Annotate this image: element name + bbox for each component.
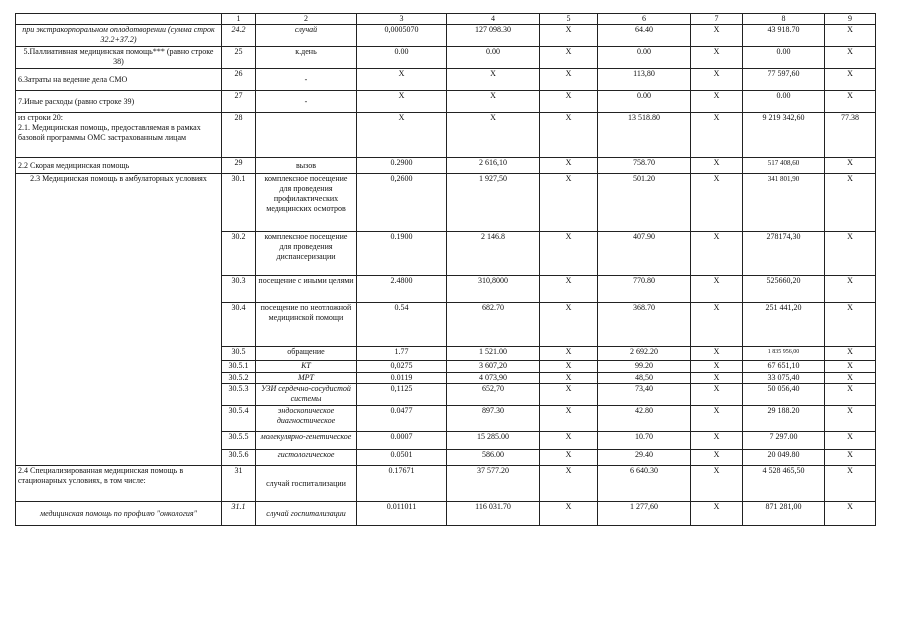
value-cell: Х <box>825 450 876 466</box>
value-cell: 37 577.20 <box>447 466 540 502</box>
row-code: 29 <box>222 158 256 174</box>
unit: случай госпитализации <box>256 466 357 502</box>
value-cell: 10.70 <box>598 432 691 450</box>
value-cell: 2 692.20 <box>598 347 691 361</box>
value-cell: Х <box>825 91 876 113</box>
row-code: 30.5.3 <box>222 384 256 406</box>
table-row <box>16 69 876 91</box>
value-cell: Х <box>691 466 743 502</box>
row-label: из строки 20: 2.1. Медицинская помощь, предоставляемая в рамках базовой программы ОМС застрахованным лицам <box>16 113 222 158</box>
value-cell: 116 031.70 <box>447 502 540 526</box>
value-cell: Х <box>691 361 743 373</box>
header-cell: 4 <box>447 14 540 25</box>
value-cell: 2.4800 <box>357 276 447 303</box>
row-code: 30.5 <box>222 347 256 361</box>
value-cell: 368.70 <box>598 303 691 347</box>
value-cell: Х <box>691 347 743 361</box>
value-cell: 0,0005070 <box>357 25 447 47</box>
unit: эндоскопическое диагностическое <box>256 406 357 432</box>
value-cell: Х <box>540 174 598 232</box>
value-cell: Х <box>691 450 743 466</box>
value-cell: 77 597,60 <box>743 69 825 91</box>
value-cell: 29 188.20 <box>743 406 825 432</box>
value-cell: 6 640.30 <box>598 466 691 502</box>
value-cell: Х <box>540 276 598 303</box>
value-cell: Х <box>691 432 743 450</box>
row-code: 30.5.1 <box>222 361 256 373</box>
value-cell: Х <box>825 174 876 232</box>
value-cell: Х <box>691 406 743 432</box>
value-cell: 29.40 <box>598 450 691 466</box>
unit: - <box>256 91 357 113</box>
value-cell: Х <box>447 91 540 113</box>
value-cell: Х <box>825 303 876 347</box>
value-cell: 0.17671 <box>357 466 447 502</box>
header-row <box>16 14 876 25</box>
value-cell: 1 927,50 <box>447 174 540 232</box>
value-cell: 0.00 <box>598 91 691 113</box>
value-cell: Х <box>691 69 743 91</box>
value-cell: 407.90 <box>598 232 691 276</box>
unit: комплексное посещение для проведения профилактических медицинских осмотров <box>256 174 357 232</box>
value-cell: Х <box>540 432 598 450</box>
value-cell: Х <box>540 47 598 69</box>
value-cell: 4 073,90 <box>447 373 540 384</box>
unit: УЗИ сердечно-сосудистой системы <box>256 384 357 406</box>
row-label: 5.Паллиативная медицинская помощь*** (равно строке 38) <box>16 47 222 69</box>
value-cell: Х <box>357 91 447 113</box>
value-cell: Х <box>825 432 876 450</box>
unit: к.день <box>256 47 357 69</box>
value-cell: Х <box>691 113 743 158</box>
value-cell: Х <box>825 373 876 384</box>
value-cell: 341 801,90 <box>743 174 825 232</box>
unit: случай <box>256 25 357 47</box>
unit <box>256 113 357 158</box>
budget-table <box>15 13 876 526</box>
table-row <box>16 113 876 158</box>
value-cell: Х <box>540 347 598 361</box>
row-code: 27 <box>222 91 256 113</box>
value-cell: Х <box>540 232 598 276</box>
value-cell: 42.80 <box>598 406 691 432</box>
value-cell: Х <box>825 25 876 47</box>
table-row <box>16 502 876 526</box>
row-code: 30.5.4 <box>222 406 256 432</box>
row-label: 2.4 Специализированная медицинская помощь в стационарных условиях, в том числе: <box>16 466 222 502</box>
value-cell: 1.77 <box>357 347 447 361</box>
table-row <box>16 91 876 113</box>
value-cell: Х <box>825 347 876 361</box>
value-cell: Х <box>357 113 447 158</box>
value-cell: Х <box>691 384 743 406</box>
header-cell: 3 <box>357 14 447 25</box>
value-cell: Х <box>691 303 743 347</box>
row-label: 6.Затраты на ведение дела СМО <box>16 69 222 91</box>
value-cell: 525660,20 <box>743 276 825 303</box>
value-cell: Х <box>691 174 743 232</box>
value-cell: 0,1125 <box>357 384 447 406</box>
unit: КТ <box>256 361 357 373</box>
value-cell: 33 075,40 <box>743 373 825 384</box>
row-code: 31.1 <box>222 502 256 526</box>
value-cell: Х <box>825 466 876 502</box>
header-cell: 6 <box>598 14 691 25</box>
row-label: 2.3 Медицинская помощь в амбулаторных условиях <box>16 174 222 466</box>
header-cell: 5 <box>540 14 598 25</box>
value-cell: 0.00 <box>447 47 540 69</box>
value-cell: Х <box>825 406 876 432</box>
row-code: 26 <box>222 69 256 91</box>
value-cell: 0.0477 <box>357 406 447 432</box>
value-cell: 871 281,00 <box>743 502 825 526</box>
value-cell: Х <box>357 69 447 91</box>
unit: комплексное посещение для проведения диспансеризации <box>256 232 357 276</box>
value-cell: Х <box>691 373 743 384</box>
value-cell: Х <box>691 232 743 276</box>
table-row <box>16 47 876 69</box>
value-cell: Х <box>540 361 598 373</box>
value-cell: Х <box>540 158 598 174</box>
value-cell: Х <box>691 91 743 113</box>
unit: посещение с иными целями <box>256 276 357 303</box>
value-cell: Х <box>691 502 743 526</box>
value-cell: 113,80 <box>598 69 691 91</box>
value-cell: 67 651,10 <box>743 361 825 373</box>
value-cell: Х <box>540 91 598 113</box>
row-label: при экстракорпоральном оплодотворении (сумма строк 32.2+37.2) <box>16 25 222 47</box>
value-cell: 517 408,60 <box>743 158 825 174</box>
unit: вызов <box>256 158 357 174</box>
row-code: 31 <box>222 466 256 502</box>
value-cell: Х <box>691 25 743 47</box>
value-cell: 586.00 <box>447 450 540 466</box>
unit: гистологическое <box>256 450 357 466</box>
row-label: медицинская помощь по профилю "онкология" <box>16 502 222 526</box>
value-cell: Х <box>447 69 540 91</box>
row-code: 30.3 <box>222 276 256 303</box>
unit: посещение по неотложной медицинской помощи <box>256 303 357 347</box>
value-cell: 2 616,10 <box>447 158 540 174</box>
value-cell: 0.00 <box>598 47 691 69</box>
value-cell: Х <box>540 25 598 47</box>
value-cell: Х <box>540 466 598 502</box>
unit: МРТ <box>256 373 357 384</box>
value-cell: Х <box>825 69 876 91</box>
table-row <box>16 158 876 174</box>
value-cell: 0,0275 <box>357 361 447 373</box>
table-row <box>16 174 876 232</box>
value-cell: 0,2600 <box>357 174 447 232</box>
value-cell: Х <box>540 69 598 91</box>
value-cell: Х <box>825 158 876 174</box>
value-cell: 0.54 <box>357 303 447 347</box>
unit: молекулярно-генетическое <box>256 432 357 450</box>
row-code: 30.2 <box>222 232 256 276</box>
value-cell: Х <box>825 384 876 406</box>
value-cell: Х <box>825 47 876 69</box>
value-cell: Х <box>540 384 598 406</box>
value-cell: Х <box>540 502 598 526</box>
value-cell: 0.011011 <box>357 502 447 526</box>
value-cell: 9 219 342,60 <box>743 113 825 158</box>
value-cell: 310,8000 <box>447 276 540 303</box>
value-cell: Х <box>825 361 876 373</box>
value-cell: 501.20 <box>598 174 691 232</box>
value-cell: 0.0119 <box>357 373 447 384</box>
row-code: 24.2 <box>222 25 256 47</box>
value-cell: 770.80 <box>598 276 691 303</box>
value-cell: Х <box>540 406 598 432</box>
row-code: 30.5.6 <box>222 450 256 466</box>
row-label: 2.2 Скорая медицинская помощь <box>16 158 222 174</box>
value-cell: Х <box>540 373 598 384</box>
value-cell: 0.00 <box>743 91 825 113</box>
value-cell: 15 285.00 <box>447 432 540 450</box>
unit: случай госпитализации <box>256 502 357 526</box>
value-cell: 682.70 <box>447 303 540 347</box>
value-cell: 652,70 <box>447 384 540 406</box>
value-cell: 73,40 <box>598 384 691 406</box>
value-cell: 897.30 <box>447 406 540 432</box>
value-cell: 77.38 <box>825 113 876 158</box>
value-cell: 1 835 956,00 <box>743 347 825 361</box>
value-cell: 43 918.70 <box>743 25 825 47</box>
row-code: 30.5.5 <box>222 432 256 450</box>
value-cell: 1 521.00 <box>447 347 540 361</box>
value-cell: Х <box>691 47 743 69</box>
value-cell: 0.0501 <box>357 450 447 466</box>
value-cell: Х <box>691 158 743 174</box>
value-cell: 0.00 <box>743 47 825 69</box>
value-cell: 1 277,60 <box>598 502 691 526</box>
header-cell: 9 <box>825 14 876 25</box>
value-cell: 758.70 <box>598 158 691 174</box>
row-code: 30.4 <box>222 303 256 347</box>
value-cell: 64.40 <box>598 25 691 47</box>
value-cell: 4 528 465,50 <box>743 466 825 502</box>
value-cell: Х <box>691 276 743 303</box>
value-cell: 251 441,20 <box>743 303 825 347</box>
value-cell: Х <box>447 113 540 158</box>
value-cell: Х <box>825 502 876 526</box>
table-row <box>16 466 876 502</box>
value-cell: Х <box>825 276 876 303</box>
header-cell: 2 <box>256 14 357 25</box>
unit: обращение <box>256 347 357 361</box>
value-cell: 99.20 <box>598 361 691 373</box>
header-cell: 8 <box>743 14 825 25</box>
value-cell: 2 146.8 <box>447 232 540 276</box>
value-cell: 50 056,40 <box>743 384 825 406</box>
table-row <box>16 25 876 47</box>
value-cell: 7 297.00 <box>743 432 825 450</box>
row-code: 30.1 <box>222 174 256 232</box>
value-cell: 0.00 <box>357 47 447 69</box>
unit: - <box>256 69 357 91</box>
header-cell: 1 <box>222 14 256 25</box>
value-cell: 0.2900 <box>357 158 447 174</box>
header-cell: 7 <box>691 14 743 25</box>
row-label: 7.Иные расходы (равно строке 39) <box>16 91 222 113</box>
value-cell: 278174,30 <box>743 232 825 276</box>
value-cell: Х <box>540 450 598 466</box>
value-cell: Х <box>540 303 598 347</box>
header-cell-blank <box>16 14 222 25</box>
value-cell: 48,50 <box>598 373 691 384</box>
value-cell: 20 049.80 <box>743 450 825 466</box>
value-cell: 13 518.80 <box>598 113 691 158</box>
row-code: 25 <box>222 47 256 69</box>
row-code: 28 <box>222 113 256 158</box>
value-cell: Х <box>825 232 876 276</box>
value-cell: 0.1900 <box>357 232 447 276</box>
value-cell: 127 098.30 <box>447 25 540 47</box>
value-cell: Х <box>540 113 598 158</box>
value-cell: 0.0007 <box>357 432 447 450</box>
row-code: 30.5.2 <box>222 373 256 384</box>
value-cell: 3 607,20 <box>447 361 540 373</box>
